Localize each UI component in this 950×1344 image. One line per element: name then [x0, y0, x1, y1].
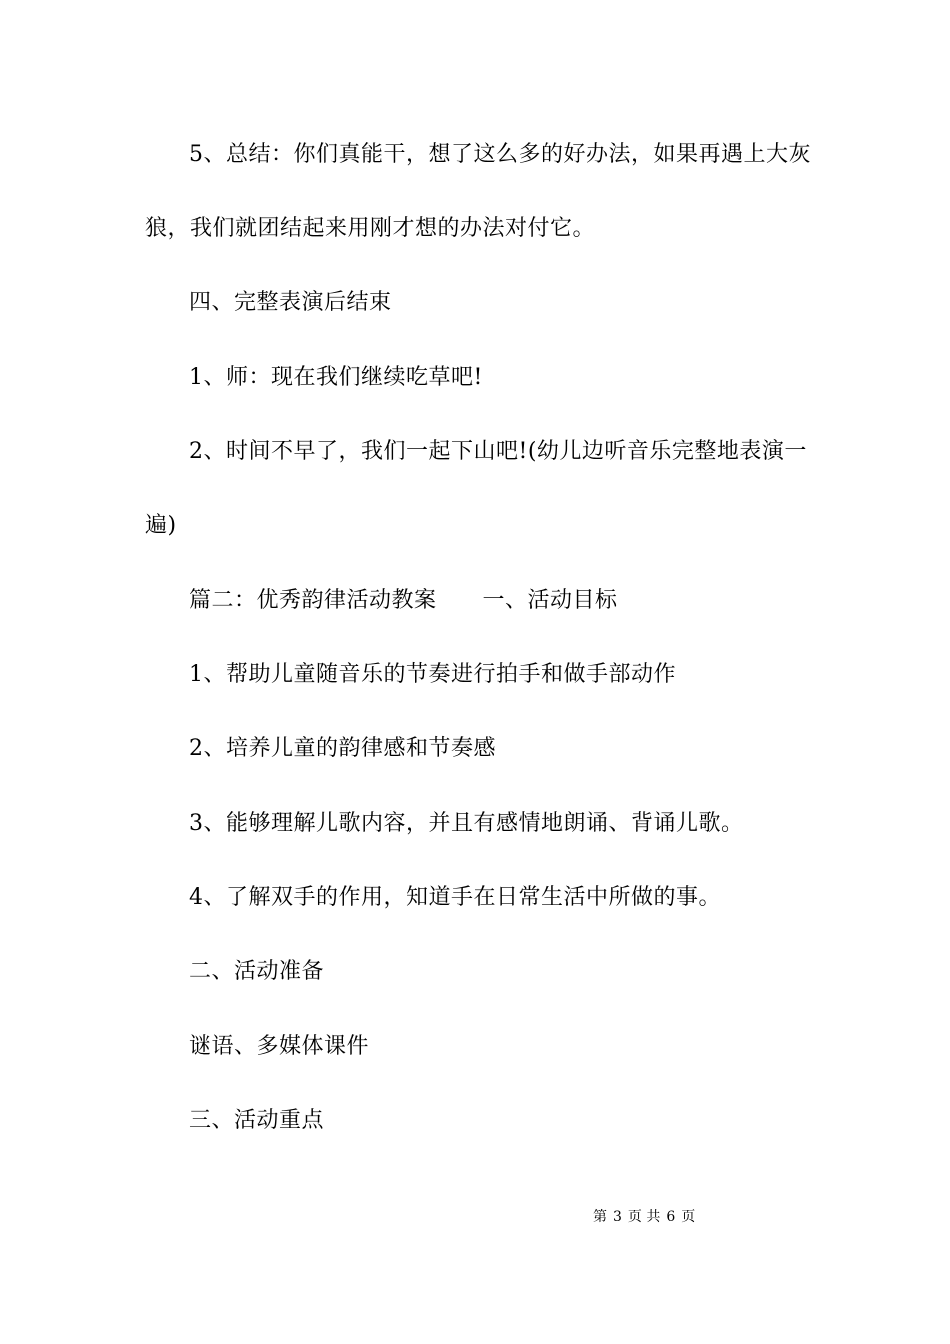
paragraph-line: 狼，我们就团结起来用刚才想的办法对付它。 [145, 216, 596, 241]
section-heading: 一、活动目标 [482, 588, 618, 613]
section-heading: 三、活动重点 [189, 1108, 325, 1133]
list-item: 3、能够理解儿歌内容，并且有感情地朗诵、背诵儿歌。 [189, 811, 744, 836]
list-item: 1、帮助儿童随音乐的节奏进行拍手和做手部动作 [189, 662, 676, 687]
section-heading: 二、活动准备 [189, 959, 325, 984]
total-pages-number: 6 [666, 1209, 676, 1225]
paragraph-line: 2、时间不早了，我们一起下山吧!(幼儿边听音乐完整地表演一 [189, 439, 807, 464]
section-heading: 四、完整表演后结束 [189, 290, 392, 315]
page-number: 第 3 页 共 6 页 [593, 1209, 696, 1225]
current-page-number: 3 [613, 1209, 622, 1225]
paragraph-line: 遍) [145, 513, 177, 538]
article-title: 篇二：优秀韵律活动教案 [189, 588, 437, 613]
paragraph-line: 谜语、多媒体课件 [189, 1034, 370, 1059]
article-heading-line [189, 587, 618, 615]
list-item: 2、培养儿童的韵律感和节奏感 [189, 736, 496, 761]
paragraph-line: 5、总结：你们真能干，想了这么多的好办法，如果再遇上大灰 [189, 142, 811, 167]
list-item: 4、了解双手的作用，知道手在日常生活中所做的事。 [189, 885, 721, 910]
paragraph-line: 1、师：现在我们继续吃草吧! [189, 365, 483, 390]
